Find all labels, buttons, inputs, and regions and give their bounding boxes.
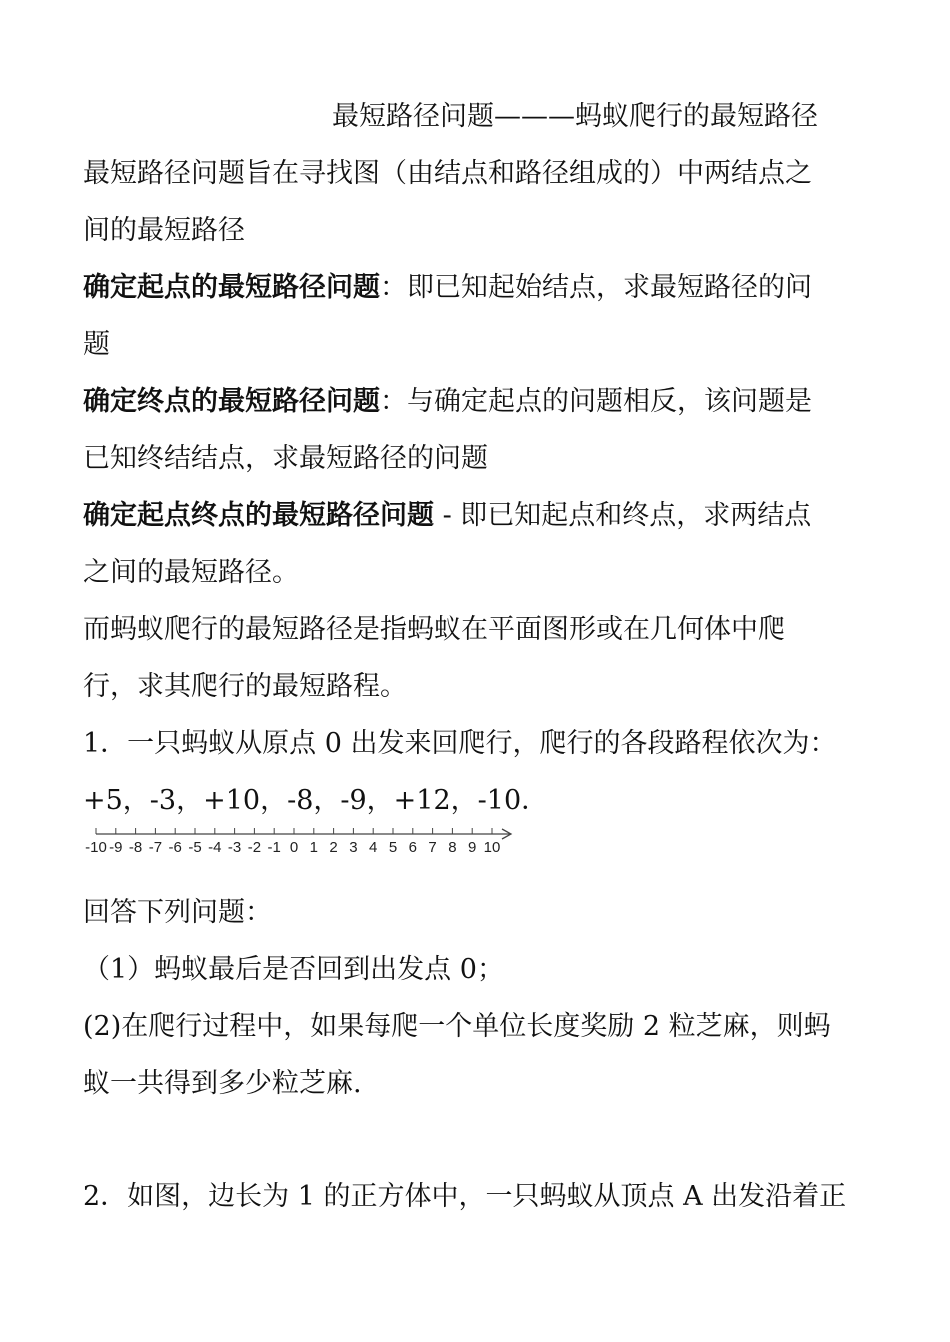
number-line-label: -9	[109, 839, 123, 856]
definition-both-term: 确定起点终点的最短路径问题	[83, 500, 434, 531]
number-line-label: 2	[329, 839, 338, 856]
number-line-label: 5	[388, 839, 398, 856]
definition-end-term: 确定终点的最短路径问题	[83, 386, 380, 417]
definition-end-sep: ：	[380, 386, 407, 417]
problem1-question-2-line-2: 蚁一共得到多少粒芝麻.	[83, 1068, 362, 1099]
ant-intro-line-2: 行，求其爬行的最短路程。	[83, 671, 407, 702]
problem1-line-1: 1．一只蚂蚁从原点 0 出发来回爬行，爬行的各段路程依次为：	[83, 728, 837, 759]
number-line-label: 8	[448, 839, 457, 856]
number-line-label: 3	[349, 839, 358, 856]
number-line-label: 0	[289, 839, 299, 856]
definition-both-sep: -	[434, 500, 461, 531]
number-line-label: 1	[309, 839, 318, 856]
definition-start-sep: ：	[380, 272, 407, 303]
number-line-label: -3	[227, 839, 242, 856]
definition-start-term: 确定起点的最短路径问题	[83, 272, 380, 303]
number-line-label: -8	[128, 839, 143, 856]
definition-both-line-1	[83, 496, 811, 536]
number-line-label: 6	[408, 839, 417, 856]
number-line-label: -1	[267, 839, 281, 856]
number-line-label: -10	[85, 839, 107, 856]
definition-start-text: 即已知起始结点，求最短路径的问	[407, 272, 812, 303]
definition-start-line-2: 题	[83, 329, 110, 360]
problem1-question-1: （1）蚂蚁最后是否回到出发点 0；	[83, 954, 504, 985]
definition-both-text: 即已知起点和终点，求两结点	[460, 500, 812, 531]
definition-both-line-2: 之间的最短路径。	[83, 557, 299, 588]
definition-end-line-2: 已知终结结点，求最短路径的问题	[83, 443, 488, 474]
number-line-label: -6	[168, 839, 182, 856]
number-line-label: 4	[369, 839, 378, 856]
number-line-label: -2	[247, 839, 262, 856]
number-line-label: 9	[468, 839, 477, 856]
number-line-ticks	[85, 828, 500, 856]
problem1-question-2-line-1: (2)在爬行过程中，如果每爬一个单位长度奖励 2 粒芝麻，则蚂	[83, 1011, 831, 1042]
number-line-label: 10	[483, 839, 501, 856]
number-line-label: -4	[208, 839, 222, 856]
number-line-figure	[80, 820, 520, 860]
problem2-line-1: 2．如图，边长为 1 的正方体中，一只蚂蚁从顶点 A 出发沿着正	[83, 1181, 847, 1212]
intro-line-1: 最短路径问题旨在寻找图（由结点和路径组成的）中两结点之	[83, 158, 812, 189]
ant-intro-line-1: 而蚂蚁爬行的最短路径是指蚂蚁在平面图形或在几何体中爬	[83, 614, 785, 645]
page-title: 最短路径问题———蚂蚁爬行的最短路径	[332, 101, 818, 132]
number-line-label: -7	[148, 839, 163, 856]
problem1-line-2: +5，-3，+10，-8，-9，+12，-10．	[83, 785, 549, 816]
number-line-label: -5	[188, 839, 202, 856]
intro-line-2: 间的最短路径	[83, 215, 245, 246]
number-line-label: 7	[428, 839, 437, 856]
definition-start-line-1	[83, 268, 812, 308]
problem1-prompt: 回答下列问题：	[83, 897, 272, 928]
definition-end-line-1	[83, 382, 812, 422]
definition-end-text: 与确定起点的问题相反，该问题是	[407, 386, 812, 417]
